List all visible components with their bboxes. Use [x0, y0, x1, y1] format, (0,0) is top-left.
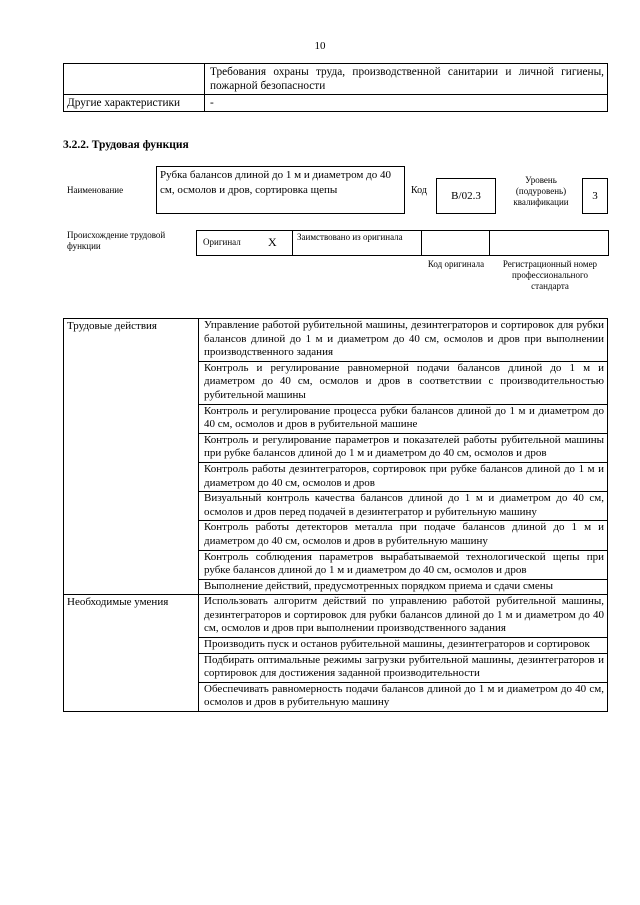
divider — [292, 230, 293, 256]
function-code-value: B/02.3 — [451, 190, 481, 202]
function-name-value: Рубка балансов длиной до 1 м и диаметром до 40 см, осмолов и дров, сортировка щепы — [160, 169, 391, 196]
list-item: Выполнение действий, предусмотренных порядком приема и сдачи смены — [199, 579, 608, 595]
list-item: Производить пуск и останов рубительной машины, дезинтеграторов и сортировок — [199, 638, 608, 654]
code-label: Код — [411, 185, 427, 196]
list-item: Контроль и регулирование параметров и показателей работы рубительной машины при рубке балансов длиной до 1 м и диаметром до 40 см, осмолов и дров — [199, 433, 608, 462]
level-value: 3 — [592, 190, 598, 202]
divider — [421, 230, 422, 256]
list-item: Визуальный контроль качества балансов длиной до 1 м и диаметром до 40 см, осмолов и дров перед подачей в дезинтегратор и рубительную машину — [199, 492, 608, 521]
page-number: 10 — [314, 40, 326, 52]
row-value: Требования охраны труда, производственной санитарии и личной гигиены, пожарной безопасности — [205, 64, 608, 95]
original-mark: X — [268, 235, 277, 249]
main-table — [63, 318, 608, 712]
code-original-caption: Код оригинала — [427, 259, 485, 269]
list-item: Использовать алгоритм действий по управлению работой рубительной машины, дезинтеграторов и сортировок для рубки балансов длиной до 1 м и диаметром до 40 см, осмолов и дров при выполнении производственного задания — [199, 595, 608, 638]
section-heading: 3.2.2. Трудовая функция — [63, 139, 189, 151]
original-label: Оригинал — [203, 237, 241, 247]
row-label: Другие характеристики — [64, 95, 205, 112]
group-label: Трудовые действия — [64, 319, 199, 595]
group-label: Необходимые умения — [64, 595, 199, 712]
level-box — [582, 178, 608, 214]
table-row — [64, 319, 608, 362]
top-table — [63, 63, 608, 112]
list-item: Контроль и регулирование процесса рубки балансов длиной до 1 м и диаметром до 40 см, осмолов и дров в рубительной машине — [199, 404, 608, 433]
level-label: Уровень (подуровень) квалификации — [513, 175, 569, 207]
table-row — [64, 64, 608, 95]
list-item: Контроль и регулирование равномерной подачи балансов длиной до 1 м и диаметром до 40 см, осмолов и дров в соответствии с производительностью рубительной машины — [199, 361, 608, 404]
name-label: Наименование — [67, 185, 124, 195]
list-item: Контроль работы дезинтеграторов, сортировок при рубке балансов длиной до 1 м и диаметром до 40 см, осмолов и дров — [199, 462, 608, 491]
list-item: Контроль соблюдения параметров вырабатываемой технологической щепы при рубке балансов длиной до 1 м и диаметром до 40 см, осмолов и дров — [199, 550, 608, 579]
function-name-box — [156, 166, 405, 214]
function-code-box — [436, 178, 496, 214]
divider — [489, 230, 490, 256]
table-row — [64, 595, 608, 638]
list-item: Подбирать оптимальные режимы загрузки рубительной машины, дезинтеграторов и сортировок для достижения заданной производительности — [199, 653, 608, 682]
list-item: Обеспечивать равномерность подачи балансов длиной до 1 м и диаметром до 40 см, осмолов и дров в рубительную машину — [199, 682, 608, 711]
table-row — [64, 95, 608, 112]
origin-label: Происхождение трудовой функции — [67, 230, 166, 251]
row-value: - — [205, 95, 608, 112]
registration-number-caption: Регистрационный номер профессионального стандарта — [502, 259, 598, 291]
list-item: Управление работой рубительной машины, дезинтеграторов и сортировок для рубки балансов длиной до 1 м и диаметром до 40 см, осмолов и дров при выполнении производственного задания — [199, 319, 608, 362]
borrowed-label: Заимствовано из оригинала — [297, 232, 403, 242]
list-item: Контроль работы детекторов металла при подаче балансов длиной до 1 м и диаметром до 40 см, осмолов и дров в рубительную машину — [199, 521, 608, 550]
row-label — [64, 64, 205, 95]
